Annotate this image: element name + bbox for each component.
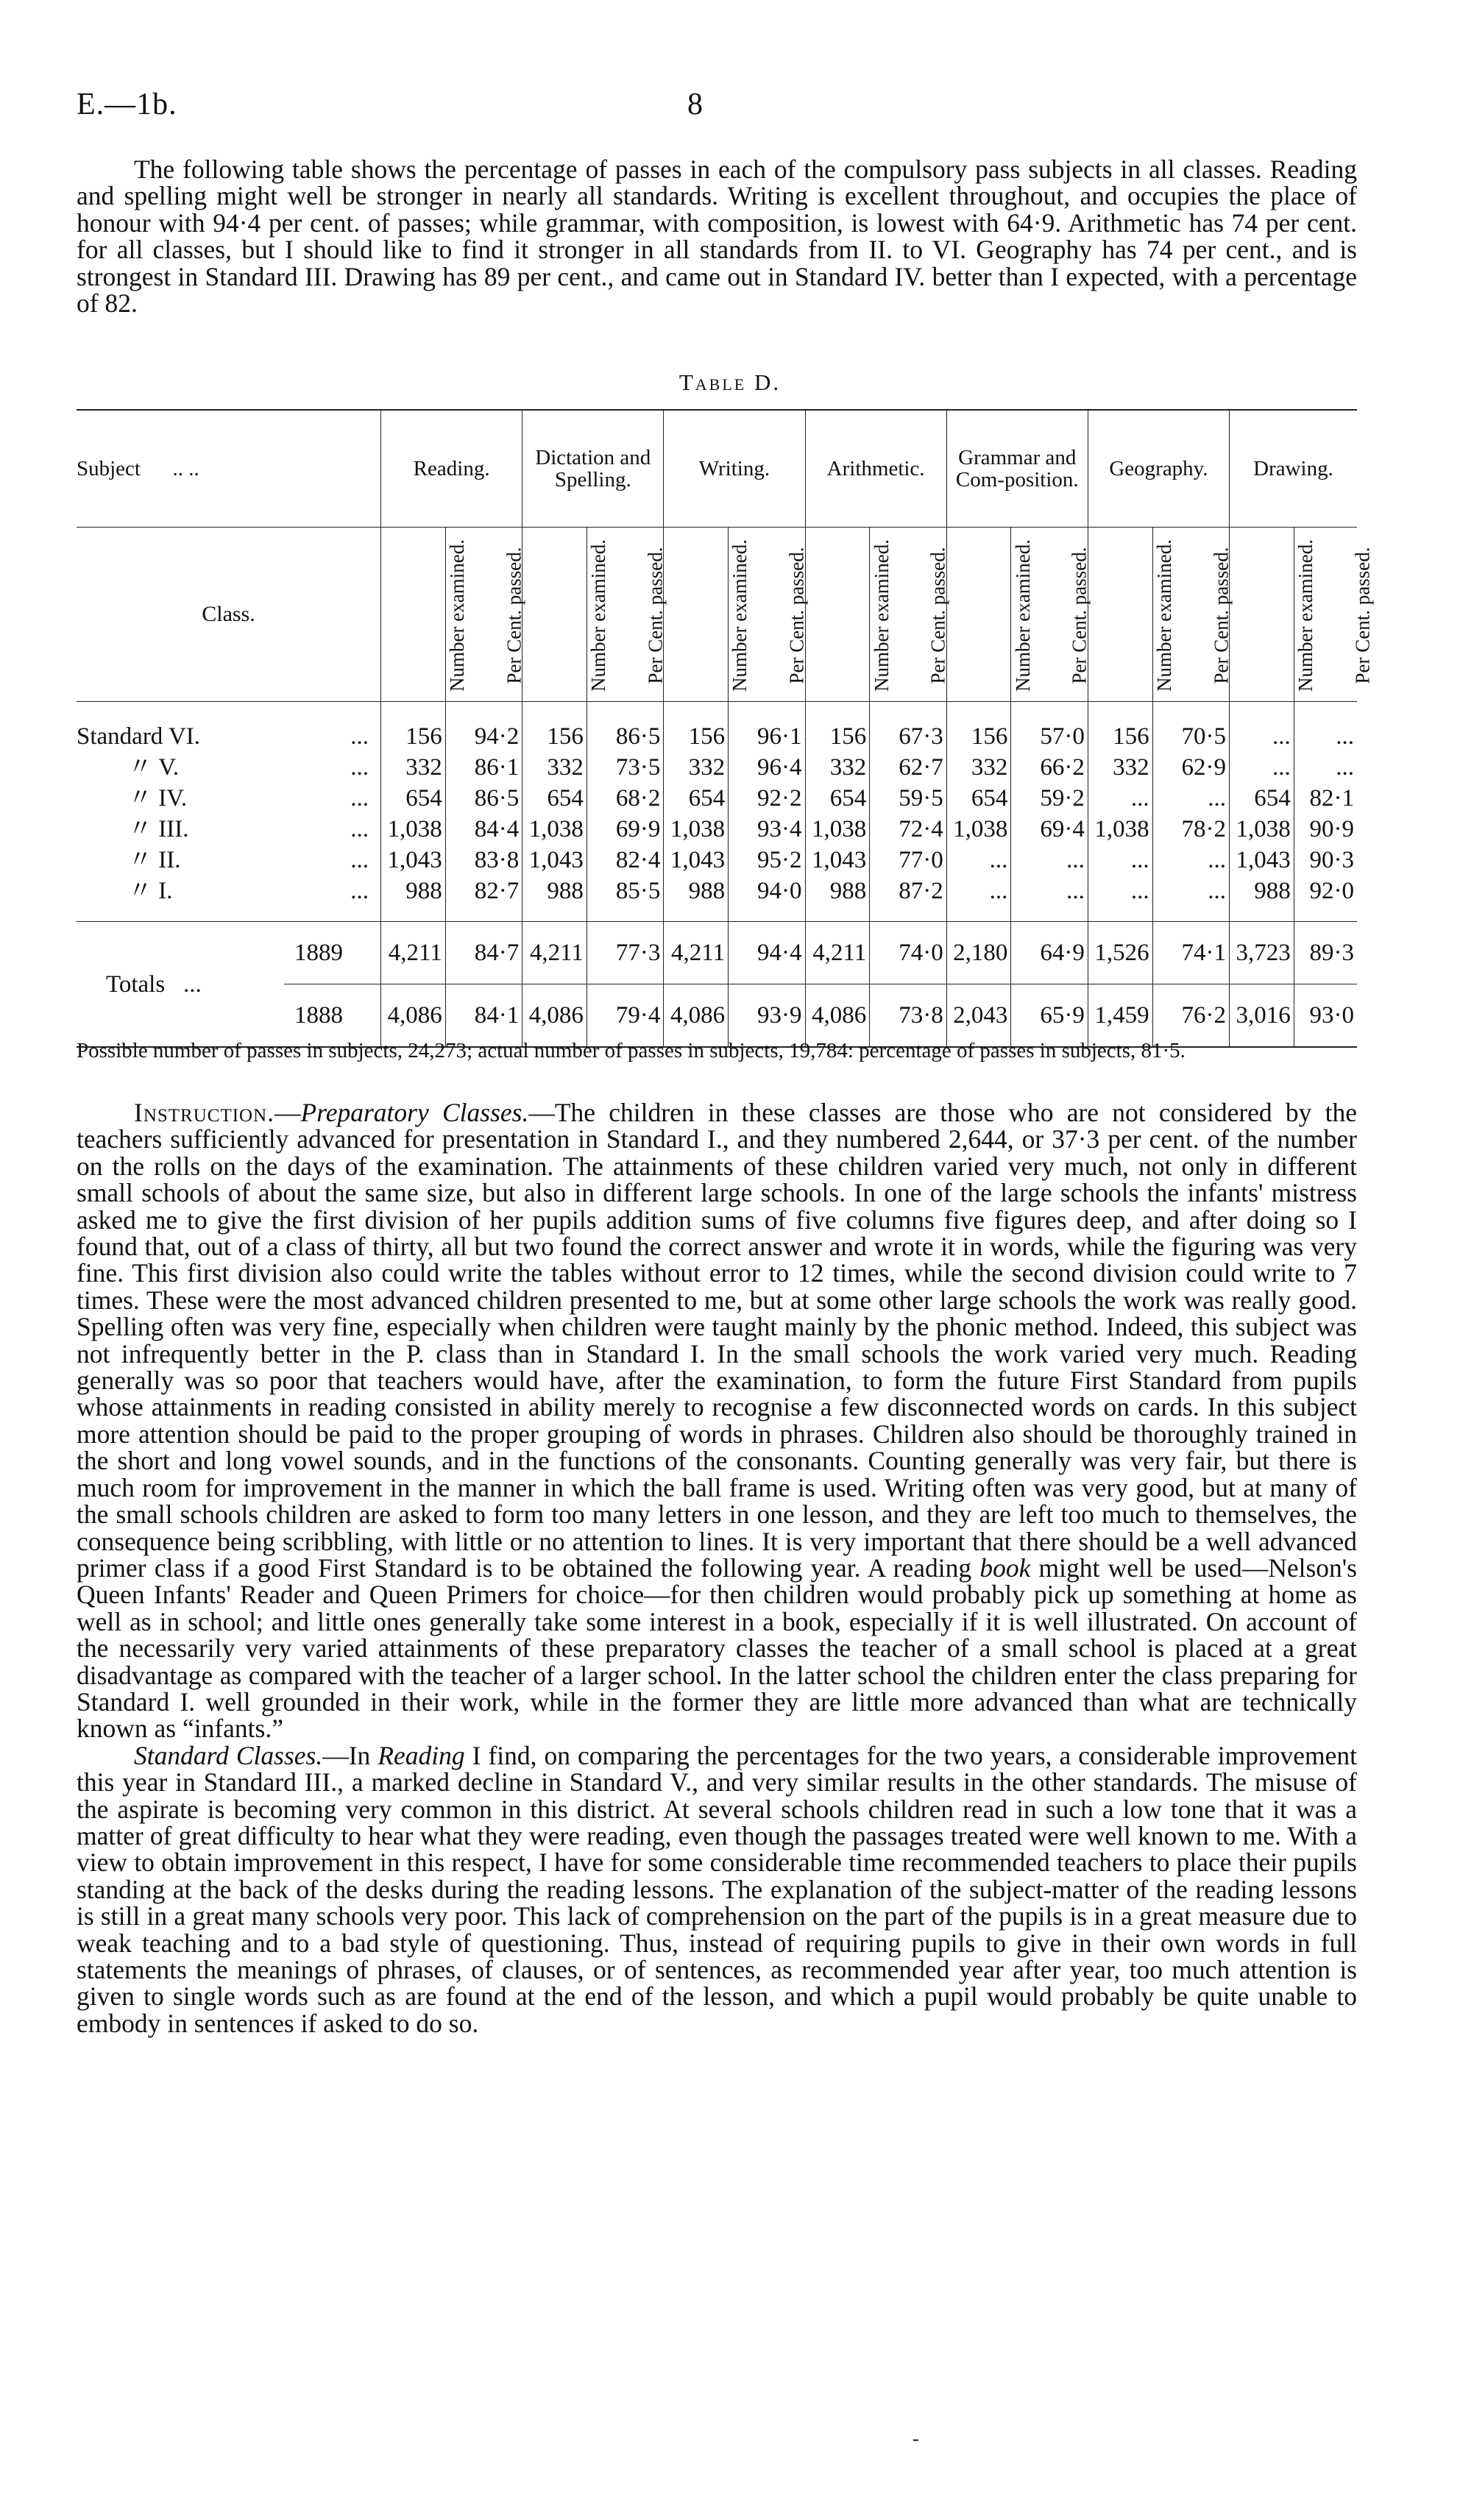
table-cell: 82·4: [587, 845, 663, 876]
table-cell: 84·7: [445, 922, 522, 984]
table-cell: 90·3: [1294, 845, 1357, 876]
subject-arithmetic: Arithmetic.: [805, 410, 946, 528]
table-cell: 156: [381, 702, 446, 753]
per-cent-passed-header: Per Cent. passed.: [1294, 528, 1357, 702]
book-word: book: [979, 1552, 1031, 1583]
table-cell: 82·7: [445, 876, 522, 922]
subject-writing: Writing.: [664, 410, 805, 528]
row-label: 〃 III. ...: [128, 816, 369, 842]
table-cell: ...: [1011, 845, 1088, 876]
table-row: [77, 876, 1357, 922]
table-cell: 1,038: [381, 814, 446, 845]
table-cell: 77·3: [587, 922, 663, 984]
table-cell: 332: [1088, 752, 1152, 783]
table-cell: 1,038: [1230, 814, 1294, 845]
table-cell: 156: [664, 702, 729, 753]
table-cell: 1,043: [805, 845, 870, 876]
table-cell: 62·7: [870, 752, 946, 783]
table-cell: 988: [664, 876, 729, 922]
table-cell: ...: [1088, 845, 1152, 876]
table-cell: 4,086: [664, 984, 729, 1048]
table-cell: 332: [664, 752, 729, 783]
table-cell: 4,211: [522, 922, 587, 984]
table-cell: 1,038: [664, 814, 729, 845]
subject-drawing: Drawing.: [1230, 410, 1357, 528]
table-row: [77, 783, 1357, 814]
instruction-text-part-1: The children in these classes are those who are not considered by the teachers sufficiently advanced for presentation in Standard I., and they numbered 2,644, or 37·3 per cent. of the number on the rolls on the days of the examination. The attainments of these children varied very much, not only in different small schools of about the same size, but also in different large schools. In one of the large schools the infants' mistress asked me to give the first division of her pupils addition sums of five columns five figures deep, and after doing so I found that, out of a class of thirty, all but two found the correct answer and wrote it in words, while the figuring was very fine. This first division also could write the tables without error to 12 times, while the second division could write to 7 times. These were the most advanced children presented to me, but at some other large schools the work was really good. Spelling often was very fine, especially when children were taught mainly by the phonic method. Indeed, this subject was not infrequently better in the P. class than in Standard I. In the small schools the work varied very much. Reading generally was so poor that teachers would have, after the examination, to form the future First Standard from pupils whose attainments in reading consisted in ability merely to recognise a few disconnected words on cards. In this subject more attention should be paid to the proper grouping of words in phrases. Children also should be thoroughly trained in the short and long vowel sounds, and in the functions of the consonants. Counting generally was very fair, but there is much room for improvement in the manner in which the ball frame is used. Writing often was very good, but at many of the small schools children are asked to form too many letters in one lesson, and they are left too much to themselves, the consequence being scribbling, with little or no attention to lines. It is very important that there should be a well advanced primer class if a good First Standard is to be obtained the following year. A reading: [77, 1098, 1357, 1583]
table-cell: 72·4: [870, 814, 946, 845]
table-cell: 96·4: [729, 752, 805, 783]
table-cell: ...: [946, 876, 1011, 922]
table-title: Table D.: [678, 369, 782, 395]
table-cell: 3,016: [1230, 984, 1294, 1048]
row-label: 〃 IV. ...: [128, 785, 369, 812]
table-cell: 1,043: [1230, 845, 1294, 876]
per-cent-passed-header: Per Cent. passed.: [1011, 528, 1088, 702]
table-cell: 93·4: [729, 814, 805, 845]
table-cell: 68·2: [587, 783, 663, 814]
table-cell: 2,180: [946, 922, 1011, 984]
table-d: [77, 409, 1374, 1048]
table-cell: 69·4: [1011, 814, 1088, 845]
table-cell: 1,038: [522, 814, 587, 845]
end-mark: -: [912, 2428, 919, 2449]
table-cell: 4,211: [381, 922, 446, 984]
body-text: [77, 1099, 1357, 2037]
subject-dictation: Dictation and Spelling.: [522, 410, 664, 528]
table-cell: 2,043: [946, 984, 1011, 1048]
per-cent-passed-header: Per Cent. passed.: [1152, 528, 1229, 702]
totals-year: 1889: [284, 922, 381, 984]
instruction-paragraph: Instruction.—Preparatory Classes.—The children in these classes are those who are not considered by the teachers sufficiently advanced for presentation in Standard I., and they numbered 2,644, or 37·3 per cent. of the number on the rolls on the days of the examination. The attainments of these children varied very much, not only in different small schools of about the same size, but also in different large schools. In one of the large schools the infants' mistress asked me to give the first division of her pupils addition sums of five columns five figures deep, and after doing so I found that, out of a class of thirty, all but two found the correct answer and wrote it in words, while the figuring was very fine. This first division also could write the tables without error to 12 times, while the second division could write to 7 times. These were the most advanced children presented to me, but at some other large schools the work was really good. Spelling often was very fine, especially when children were taught mainly by the phonic method. Indeed, this subject was not infrequently better in the P. class than in Standard I. In the small schools the work varied very much. Reading generally was so poor that teachers would have, after the examination, to form the future First Standard from pupils whose attainments in reading consisted in ability merely to recognise a few disconnected words on cards. In this subject more attention should be paid to the proper grouping of words in phrases. Children also should be thoroughly trained in the short and long vowel sounds, and in the functions of the consonants. Counting generally was very fair, but there is much room for improvement in the manner in which the ball frame is used. Writing often was very good, but at many of the small schools children are asked to form too many letters in one lesson, and they are left too much to themselves, the consequence being scribbling, with little or no attention to lines. It is very important that there should be a well advanced primer class if a good First Standard is to be obtained the following year. A reading book might well be used—Nelson's Queen Infants' Reader and Queen Primers for choice—for then children would probably pick up something at home as well as in school; and little ones generally take some interest in a book, especially if it is well illustrated. On account of the necessarily very varied attainments of these preparatory classes the teacher of a small school is placed at a great disadvantage as compared with the teacher of a larger school. In the latter school the children enter the class preparing for Standard I. well grounded in their work, while in the former they are little more advanced than what are technically known as “infants.”: [77, 1098, 1357, 1744]
table-cell: 1,459: [1088, 984, 1152, 1048]
table-cell: 4,086: [805, 984, 870, 1048]
table-cell: ...: [1088, 876, 1152, 922]
standard-classes-paragraph: [77, 1742, 1357, 2037]
table-cell: ...: [1152, 876, 1229, 922]
table-cell: 86·5: [445, 783, 522, 814]
page-number: 8: [687, 88, 703, 121]
totals-row-1889: [77, 922, 1357, 984]
table-cell: 67·3: [870, 702, 946, 753]
table-cell: ...: [1152, 783, 1229, 814]
table-cell: 73·5: [587, 752, 663, 783]
table-cell: 94·2: [445, 702, 522, 753]
class-label: Class.: [77, 528, 381, 702]
table-cell: 654: [805, 783, 870, 814]
table-cell: 66·2: [1011, 752, 1088, 783]
table-cell: 1,038: [946, 814, 1011, 845]
table-cell: 78·2: [1152, 814, 1229, 845]
table-cell: 73·8: [870, 984, 946, 1048]
table-cell: 65·9: [1011, 984, 1088, 1048]
table-row: [77, 752, 1357, 783]
table-cell: 654: [522, 783, 587, 814]
table-cell: 332: [946, 752, 1011, 783]
number-examined-header: Number examined.: [946, 528, 1011, 702]
table-cell: 654: [664, 783, 729, 814]
table-cell: 988: [522, 876, 587, 922]
running-head: [77, 87, 1357, 131]
table-cell: 96·1: [729, 702, 805, 753]
table-cell: 4,086: [381, 984, 446, 1048]
table-cell: 654: [381, 783, 446, 814]
table-cell: ...: [1011, 876, 1088, 922]
table-cell: 64·9: [1011, 922, 1088, 984]
table-cell: 70·5: [1152, 702, 1229, 753]
table-cell: ...: [1230, 702, 1294, 753]
table-cell: 94·4: [729, 922, 805, 984]
table-cell: 95·2: [729, 845, 805, 876]
number-examined-header: Number examined.: [664, 528, 729, 702]
table-cell: 1,038: [1088, 814, 1152, 845]
table-cell: 1,043: [522, 845, 587, 876]
per-cent-passed-header: Per Cent. passed.: [870, 528, 946, 702]
table-cell: 57·0: [1011, 702, 1088, 753]
table-cell: 988: [1230, 876, 1294, 922]
subheader-row: [77, 528, 1357, 702]
table-cell: 1,038: [805, 814, 870, 845]
reading-word: Reading: [378, 1740, 465, 1770]
table-cell: 4,086: [522, 984, 587, 1048]
table-cell: 90·9: [1294, 814, 1357, 845]
table-cell: 1,043: [664, 845, 729, 876]
table-cell: ...: [946, 845, 1011, 876]
table-cell: 83·8: [445, 845, 522, 876]
standard-classes-dash: —In: [322, 1740, 378, 1770]
table-cell: 4,211: [664, 922, 729, 984]
table-cell: 69·9: [587, 814, 663, 845]
table-cell: 156: [1088, 702, 1152, 753]
row-label: 〃 II. ...: [128, 847, 369, 873]
table-row: [77, 845, 1357, 876]
table-cell: 74·1: [1152, 922, 1229, 984]
intro-paragraph: The following table shows the percentage of passes in each of the compulsory pass subjects in all classes. Reading and spelling might well be stronger in nearly all standards. Writing is excellent throughout, and occupies the place of honour with 94·4 per cent. of passes; while grammar, with composition, is lowest with 64·9. Arithmetic has 74 per cent. for all classes, but I should like to find it stronger in all standards from II. to VI. Geography has 74 per cent., and is strongest in Standard III. Drawing has 89 per cent., and came out in Standard IV. better than I expected, with a percentage of 82.: [77, 155, 1357, 319]
table-cell: 1,526: [1088, 922, 1152, 984]
table-cell: 84·1: [445, 984, 522, 1048]
table-cell: 93·0: [1294, 984, 1357, 1048]
table-cell: 89·3: [1294, 922, 1357, 984]
table-cell: 988: [381, 876, 446, 922]
totals-year: 1888: [284, 984, 381, 1048]
per-cent-passed-header: Per Cent. passed.: [729, 528, 805, 702]
table-cell: 84·4: [445, 814, 522, 845]
table-cell: 76·2: [1152, 984, 1229, 1048]
table-cell: 92·2: [729, 783, 805, 814]
table-cell: 94·0: [729, 876, 805, 922]
table-cell: ...: [1294, 702, 1357, 753]
table-cell: 87·2: [870, 876, 946, 922]
subject-geography: Geography.: [1088, 410, 1229, 528]
table-cell: 332: [381, 752, 446, 783]
table-cell: 654: [1230, 783, 1294, 814]
row-label: Standard VI. ...: [77, 723, 369, 750]
table-cell: ...: [1088, 783, 1152, 814]
intro-section: [77, 155, 1357, 319]
totals-label: Totals ...: [77, 922, 284, 1048]
table-cell: 156: [805, 702, 870, 753]
table-row: [77, 814, 1357, 845]
standard-classes-text: I find, on comparing the percentages for the two years, a considerable improvement this year in Standard III., a marked decline in Standard V., and very similar results in the other standards. The misuse of the aspirate is becoming very common in this district. At several schools children read in such a low tone that it was a matter of great difficulty to hear what they were reading, even though the passages treated were well known to me. With a view to obtain improvement in this respect, I have for some considerable time recommended teachers to place their pupils standing at the back of the desks during the reading lessons. The explanation of the subject-matter of the reading lessons is still in a great many schools very poor. This lack of comprehension on the part of the pupils is in a great measure due to weak teaching and to a bad style of questioning. Thus, instead of requiring pupils to give in their own words in full statements the meanings of phrases, of clauses, or of sentences, as recommended year after year, too much attention is given to single words such as are found at the end of the lesson, and which a pupil would probably be quite unable to embody in sentences if asked to do so.: [77, 1740, 1357, 2038]
report-reference: E.—1b.: [77, 88, 177, 121]
table-row: [77, 702, 1357, 753]
passes-table: [77, 409, 1374, 1048]
row-label: 〃 V. ...: [128, 754, 369, 781]
number-examined-header: Number examined.: [1230, 528, 1294, 702]
standard-classes-heading: Standard Classes.: [134, 1740, 323, 1770]
number-examined-header: Number examined.: [522, 528, 587, 702]
table-cell: ...: [1294, 752, 1357, 783]
table-cell: 156: [522, 702, 587, 753]
preparatory-classes-heading: Preparatory Classes.: [300, 1098, 529, 1127]
instruction-lead: Instruction.: [134, 1098, 275, 1127]
table-cell: 59·2: [1011, 783, 1088, 814]
row-label: 〃 I. ...: [128, 878, 369, 904]
table-cell: 93·9: [729, 984, 805, 1048]
table-cell: 74·0: [870, 922, 946, 984]
number-examined-header: Number examined.: [381, 528, 446, 702]
per-cent-passed-header: Per Cent. passed.: [587, 528, 663, 702]
table-cell: 988: [805, 876, 870, 922]
per-cent-passed-header: Per Cent. passed.: [445, 528, 522, 702]
number-examined-header: Number examined.: [1088, 528, 1152, 702]
table-cell: 1,043: [381, 845, 446, 876]
table-cell: 4,211: [805, 922, 870, 984]
table-cell: 62·9: [1152, 752, 1229, 783]
table-cell: 85·5: [587, 876, 663, 922]
table-footnote: Possible number of passes in subjects, 24,273; actual number of passes in subjects, 19,784: percentage of passes in subjects, 81·5.: [77, 1039, 1186, 1062]
table-cell: 82·1: [1294, 783, 1357, 814]
table-cell: 59·5: [870, 783, 946, 814]
table-cell: 77·0: [870, 845, 946, 876]
table-cell: 86·5: [587, 702, 663, 753]
table-cell: ...: [1152, 845, 1229, 876]
table-cell: 92·0: [1294, 876, 1357, 922]
subject-reading: Reading.: [381, 410, 522, 528]
table-cell: ...: [1230, 752, 1294, 783]
table-cell: 332: [522, 752, 587, 783]
table-cell: 79·4: [587, 984, 663, 1048]
subject-label-cell: Subject .. ..: [77, 410, 381, 528]
number-examined-header: Number examined.: [805, 528, 870, 702]
table-cell: 3,723: [1230, 922, 1294, 984]
subject-grammar: Grammar and Com-position.: [946, 410, 1088, 528]
table-cell: 86·1: [445, 752, 522, 783]
table-cell: 156: [946, 702, 1011, 753]
subject-header-row: [77, 410, 1357, 528]
instruction-text-part-2: might well be used—Nelson's Queen Infants' Reader and Queen Primers for choice—for then children would probably pick up something at home as well as in school; and little ones generally take some interest in a book, especially if it is well illustrated. On account of the necessarily very varied attainments of these preparatory classes the teacher of a small school is placed at a great disadvantage as compared with the teacher of a larger school. In the latter school the children enter the class preparing for Standard I. well grounded in their work, while in the former they are little more advanced than what are technically known as “infants.”: [77, 1552, 1357, 1744]
table-cell: 332: [805, 752, 870, 783]
table-cell: 654: [946, 783, 1011, 814]
